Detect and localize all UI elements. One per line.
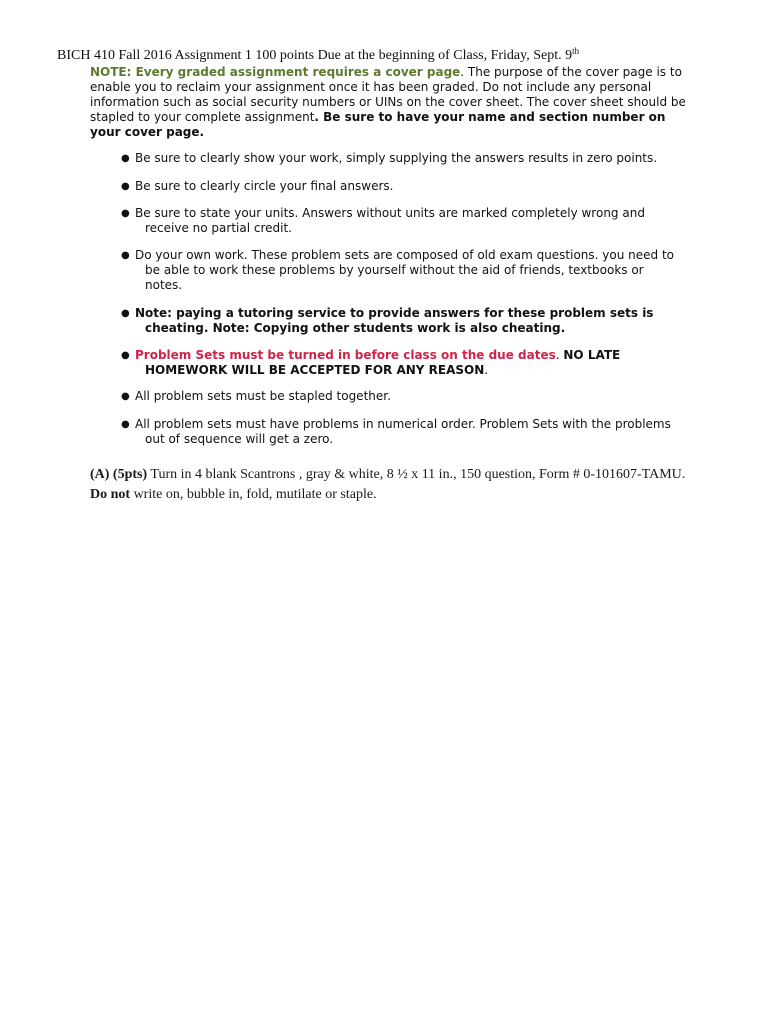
- bullet-icon: ●: [121, 419, 130, 430]
- bullet-icon: ●: [121, 181, 130, 192]
- rule-text: Be sure to clearly circle your final answers.: [135, 179, 394, 193]
- rule-text: Be sure to state your units. Answers without units are marked completely wrong and: [135, 206, 645, 220]
- problem-a: [90, 465, 690, 505]
- problem-a-label: (A) (5pts): [90, 467, 148, 482]
- rule-text-continued: [121, 363, 681, 378]
- list-item: [121, 306, 681, 336]
- rule-text-continued: out of sequence will get a zero.: [145, 432, 334, 446]
- rule-text-continued: cheating. Note: Copying other students work is also cheating.: [145, 321, 566, 335]
- problem-a-do-not: Do not: [90, 487, 131, 502]
- rule-text: All problem sets must be stapled together.: [135, 389, 391, 403]
- assignment-header: [57, 46, 747, 64]
- header-text: BICH 410 Fall 2016 Assignment 1 100 points Due at the beginning of Class, Friday, Sept. 9: [57, 48, 573, 63]
- list-item: [121, 417, 681, 447]
- problem-a-text-end: write on, bubble in, fold, mutilate or staple.: [130, 487, 377, 502]
- rule-text-continued: be able to work these problems by yourself without the aid of friends, textbooks or: [145, 263, 644, 277]
- rule-text: Do your own work. These problem sets are composed of old exam questions. you need to: [135, 248, 675, 262]
- list-item: [121, 151, 681, 166]
- header-superscript: th: [572, 46, 580, 56]
- rule-text: Note: paying a tutoring service to provide answers for these problem sets is: [135, 306, 654, 320]
- bullet-icon: ●: [121, 250, 130, 261]
- cover-page-note: [90, 65, 688, 140]
- no-late-text-continued: HOMEWORK WILL BE ACCEPTED FOR ANY REASON: [145, 363, 485, 377]
- bullet-icon: ●: [121, 350, 130, 361]
- rule-text: Be sure to clearly show your work, simply supplying the answers results in zero points.: [135, 151, 658, 165]
- rule-text: All problem sets must have problems in numerical order. Problem Sets with the problems: [135, 417, 671, 431]
- bullet-icon: ●: [121, 153, 130, 164]
- cover-page-note-bold: . Be sure to have your name and section number on your cover page.: [90, 110, 666, 139]
- bullet-icon: ●: [121, 308, 130, 319]
- list-item: [121, 389, 681, 404]
- bullet-icon: ●: [121, 208, 130, 219]
- list-item: [121, 348, 681, 378]
- list-item: [121, 206, 681, 236]
- no-late-period: .: [484, 363, 489, 377]
- rule-text-continued: notes.: [145, 278, 183, 292]
- bullet-icon: ●: [121, 391, 130, 402]
- rule-text: [121, 348, 681, 363]
- list-item: [121, 179, 681, 194]
- late-warning-text: Problem Sets must be turned in before class on the due dates: [135, 348, 556, 362]
- cover-page-note-body: . The purpose of the cover page is to enable you to reclaim your assignment once it has been graded. Do not include any personal information such as social security numbers or UINs on the cover sheet. The cover sheet should be stapled to your complete assignment: [90, 65, 686, 124]
- no-late-text: NO LATE: [563, 348, 621, 362]
- list-item: [121, 248, 681, 293]
- cover-page-note-heading: NOTE: Every graded assignment requires a cover page: [90, 65, 461, 79]
- rule-text-continued: receive no partial credit.: [145, 221, 292, 235]
- problem-a-text: Turn in 4 blank Scantrons , gray & white, 8 ½ x 11 in., 150 question, Form # 0-101607-TAMU.: [147, 467, 686, 482]
- late-warning-separator: .: [555, 348, 564, 362]
